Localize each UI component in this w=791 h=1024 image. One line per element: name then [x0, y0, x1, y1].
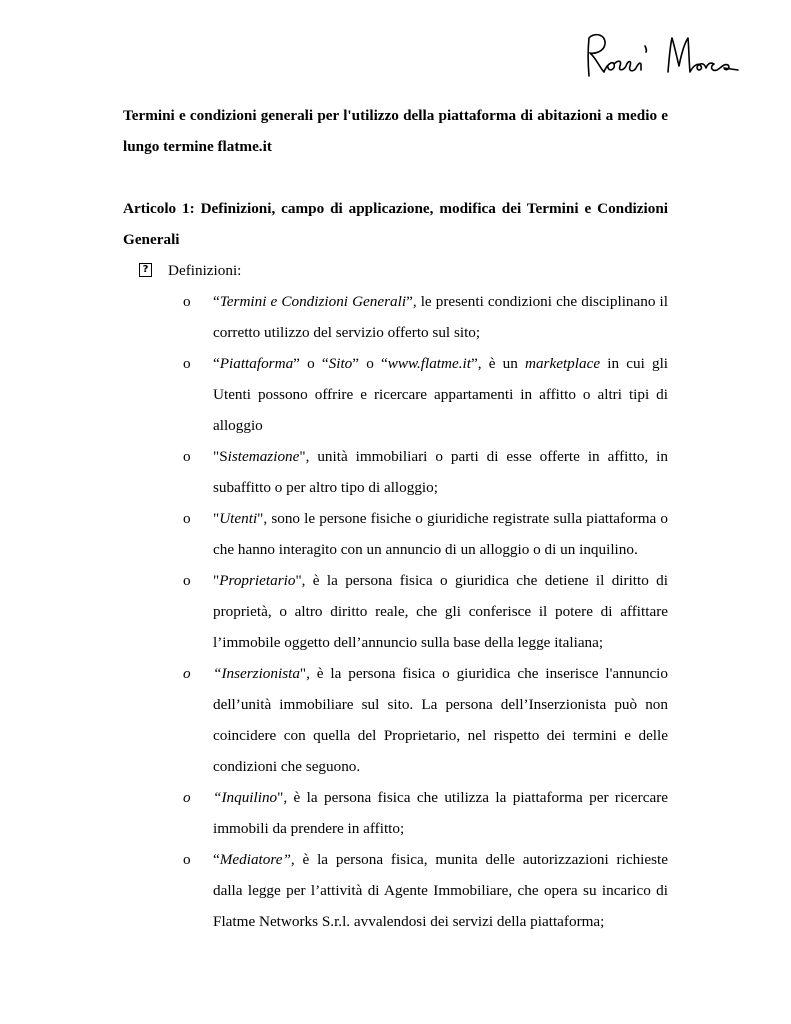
definition-line	[213, 379, 668, 410]
definition-item	[123, 844, 668, 937]
definition-text	[213, 658, 668, 782]
definition-line	[213, 906, 668, 937]
definition-line	[213, 627, 668, 658]
blank-line	[123, 162, 668, 193]
article-heading-line: Generali	[123, 231, 180, 248]
quote-mark: “	[213, 293, 220, 310]
definition-text-run: ", sono le persone fisiche o giuridiche registrate sulla piattaforma o	[257, 510, 668, 527]
definition-line	[213, 689, 668, 720]
definition-item	[123, 441, 668, 503]
definition-line	[213, 410, 668, 441]
defined-term: istemazione	[227, 448, 300, 465]
definition-text-run: Utenti possono offrire e ricercare appartamenti in affitto o altri tipi di	[213, 386, 668, 403]
definition-text-run: ”, le presenti condizioni che disciplinano il	[406, 293, 668, 310]
definition-line	[213, 813, 668, 844]
document-title	[123, 100, 668, 162]
definition-line	[213, 720, 668, 751]
definition-text-run: immobili da prendere in affitto;	[213, 820, 405, 837]
definition-text-run: dell’unità immobiliare sul sito. La persona dell’Inserzionista può non	[213, 696, 668, 713]
definition-line	[213, 875, 668, 906]
definition-line	[213, 596, 668, 627]
definition-line	[213, 534, 668, 565]
definition-line	[213, 565, 668, 596]
definition-line	[213, 844, 668, 875]
definition-text-run: ", è la persona fisica o giuridica che inserisce l'annuncio	[299, 665, 668, 682]
definition-text-run: Flatme Networks S.r.l. avvalendosi dei servizi della piattaforma;	[213, 913, 605, 930]
definition-text	[213, 441, 668, 503]
defined-term: Piattaforma	[219, 355, 294, 372]
definition-line	[213, 286, 668, 317]
definition-text-run: corretto utilizzo del servizio offerto sul sito;	[213, 324, 481, 341]
definition-text-run: ” o “	[293, 355, 329, 372]
list-marker: o	[183, 510, 191, 527]
list-marker: o	[183, 355, 191, 372]
definition-text-run: dalla legge per l’attività di Agente Immobiliare, che opera su incarico di	[213, 882, 668, 899]
defined-term: www.flatme.it	[387, 355, 471, 372]
definition-text-run: coincidere con quella del Proprietario, nel rispetto dei termini e delle	[213, 727, 668, 744]
quote-mark: "S	[213, 448, 228, 465]
unknown-glyph-box-icon: ?	[139, 263, 152, 277]
definition-item	[123, 658, 668, 782]
definition-text-run: alloggio	[213, 417, 263, 434]
document-body	[123, 100, 668, 937]
article-heading-line: Articolo 1: Definizioni, campo di applicazione, modifica dei Termini e Condizioni	[123, 200, 668, 217]
definition-text-run: che hanno interagito con un annuncio di un alloggio o di un inquilino.	[213, 541, 638, 558]
definition-text-run: ", è la persona fisica che utilizza la piattaforma per ricercare	[277, 789, 668, 806]
definition-line	[213, 658, 668, 689]
definition-line	[213, 317, 668, 348]
definition-text-run: in cui gli	[600, 355, 669, 372]
defined-term: Utenti	[219, 510, 258, 527]
title-line: lungo termine flatme.it	[123, 138, 272, 155]
definitions-heading	[123, 255, 668, 286]
definition-text	[213, 348, 668, 441]
list-marker: o	[183, 665, 191, 682]
definition-line	[213, 503, 668, 534]
definition-text-run: ", unità immobiliari o parti di esse offerte in affitto, in	[299, 448, 668, 465]
definition-text	[213, 782, 668, 844]
quote-mark: "	[213, 510, 220, 527]
definition-line	[213, 782, 668, 813]
definition-text-run: subaffitto o per altro tipo di alloggio;	[213, 479, 438, 496]
list-marker: o	[183, 448, 191, 465]
definition-item	[123, 348, 668, 441]
defined-term: Mediatore”	[219, 851, 291, 868]
defined-term: Proprietario	[219, 572, 296, 589]
definition-item	[123, 782, 668, 844]
signature-stroke	[588, 35, 738, 76]
defined-term: Termini e Condizioni Generali	[219, 293, 407, 310]
definition-text-run: ” o “	[352, 355, 388, 372]
definition-text-run: ”, è un	[470, 355, 525, 372]
definitions-label: Definizioni:	[168, 262, 242, 279]
definition-text-run: ", è la persona fisica o giuridica che detiene il diritto di	[295, 572, 668, 589]
definition-text	[213, 286, 668, 348]
list-marker: o	[183, 789, 191, 806]
definition-text-run: condizioni che seguono.	[213, 758, 361, 775]
list-marker: o	[183, 572, 191, 589]
italic-word: marketplace	[525, 355, 601, 372]
article-heading	[123, 193, 668, 255]
definition-text-run: , è la persona fisica, munita delle autorizzazioni richieste	[290, 851, 668, 868]
definition-item	[123, 286, 668, 348]
definition-text	[213, 844, 668, 937]
definition-line	[213, 441, 668, 472]
definition-text-run: proprietà, o altro diritto reale, che gli conferisce il potere di affittare	[213, 603, 668, 620]
quote-mark: "	[213, 572, 220, 589]
definition-text	[213, 503, 668, 565]
definition-item	[123, 503, 668, 565]
defined-term: “Inquilino	[213, 789, 278, 806]
quote-mark: “	[213, 851, 220, 868]
quote-mark: “	[213, 355, 220, 372]
list-marker: o	[183, 293, 191, 310]
definition-line	[213, 472, 668, 503]
handwritten-signature	[580, 26, 740, 82]
list-marker: o	[183, 851, 191, 868]
definition-line	[213, 751, 668, 782]
definition-text	[213, 565, 668, 658]
definition-item	[123, 565, 668, 658]
definition-line	[213, 348, 668, 379]
defined-term: “Inserzionista	[213, 665, 300, 682]
defined-term: Sito	[328, 355, 353, 372]
title-line: Termini e condizioni generali per l'utilizzo della piattaforma di abitazioni a medio e	[123, 107, 668, 124]
definition-text-run: l’immobile oggetto dell’annuncio sulla base della legge italiana;	[213, 634, 604, 651]
